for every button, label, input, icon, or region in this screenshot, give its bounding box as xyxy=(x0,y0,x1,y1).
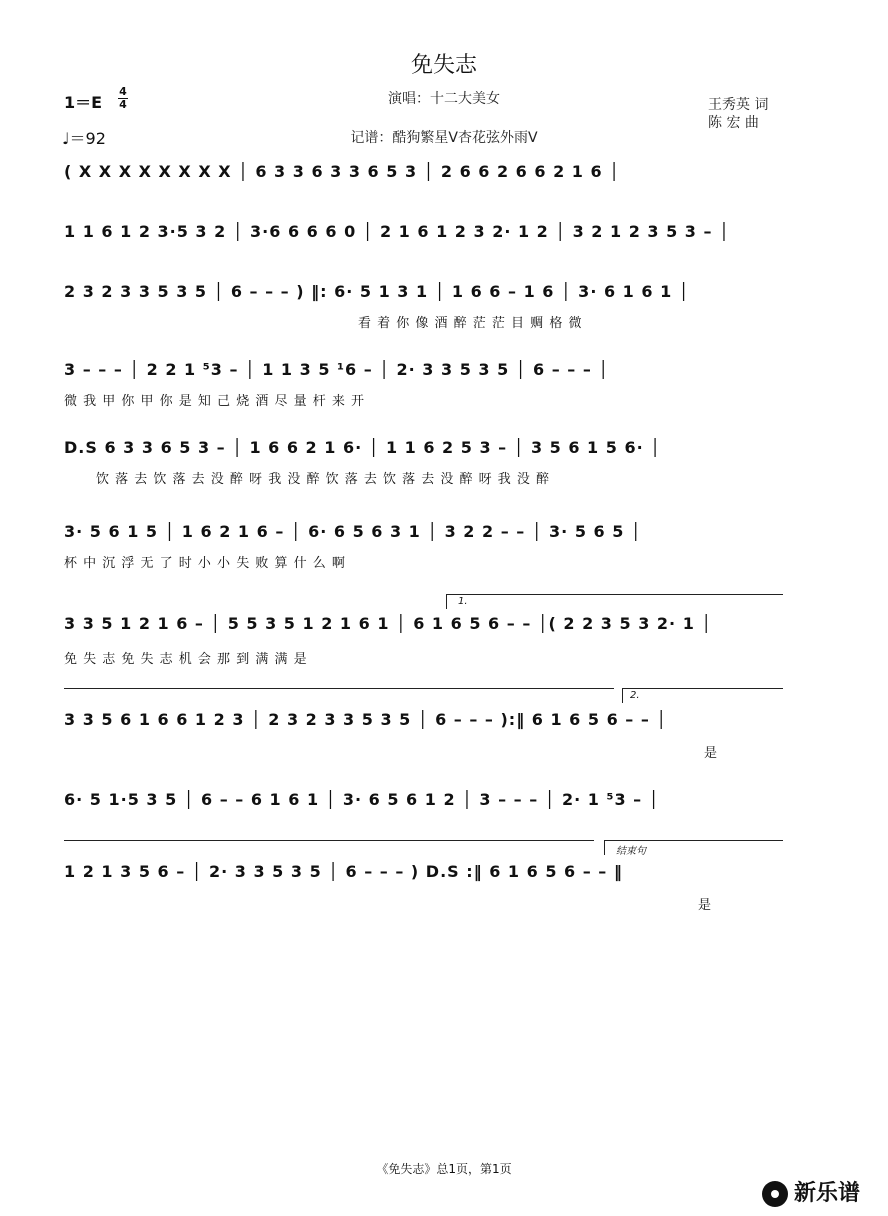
score-row-5-notes: D.S 6 3 3 6 5 3 – │ 1 6 6 2 1 6· │ 1 1 6 2 5 3 – │ 3 5 6 1 5 6· │ xyxy=(64,438,661,457)
transcriber-credit: 记谱：酷狗繁星V杏花弦外雨V xyxy=(350,130,538,146)
score-row-8-lyrics: 是 xyxy=(704,746,719,761)
composer-credit: 陈 宏 曲 xyxy=(708,115,759,131)
score-row-4-notes: 3 – – – │ 2 2 1 ⁵3 – │ 1 1 3 5 ¹6 – │ 2· 3 3 5 3 5 │ 6 – – – │ xyxy=(64,360,610,379)
song-title: 免失志 xyxy=(410,53,477,78)
score-row-5-lyrics: 饮 落 去 饮 落 去 没 醉 呀 我 没 醉 饮 落 去 饮 落 去 没 醉 呀 我 没 醉 xyxy=(96,472,551,487)
key-signature: 1＝E xyxy=(64,93,103,112)
score-row-7-notes: 3 3 5 1 2 1 6 – │ 5 5 3 5 1 2 1 6 1 │ 6 1 6 5 6 – – │( 2 2 3 5 3 2· 1 │ xyxy=(64,614,713,633)
volta-bracket-1-continued xyxy=(64,688,614,703)
volta-1-label: 1. xyxy=(458,596,468,607)
site-logo xyxy=(762,1176,860,1207)
score-row-1-notes: ( X X X X X X X X │ 6 3 3 6 3 3 6 5 3 │ 2 6 6 2 6 6 2 1 6 │ xyxy=(64,162,620,181)
volta-2-label: 2. xyxy=(630,690,640,701)
score-row-9-notes: 6· 5 1·5 3 5 │ 6 – – 6 1 6 1 │ 3· 6 5 6 1 2 │ 3 – – – │ 2· 1 ⁵3 – │ xyxy=(64,790,660,809)
page-footer: 《免失志》总1页，第1页 xyxy=(376,1162,512,1176)
score-row-6-lyrics: 杯 中 沉 浮 无 了 时 小 小 失 败 算 什 么 啊 xyxy=(64,556,346,571)
score-row-8-notes: 3 3 5 6 1 6 6 1 2 3 │ 2 3 2 3 3 5 3 5 │ 6 – – – ):‖ 6 1 6 5 6 – – │ xyxy=(64,710,668,729)
ending-label: 结束句 xyxy=(616,846,646,857)
volta-bracket-1 xyxy=(446,594,783,609)
score-row-4-lyrics: 微 我 甲 你 甲 你 是 知 己 烧 酒 尽 量 杆 来 开 xyxy=(64,394,365,409)
score-row-7-lyrics: 免 失 志 免 失 志 机 会 那 到 满 满 是 xyxy=(64,652,308,667)
singer-credit: 演唱：十二大美女 xyxy=(388,91,500,107)
score-row-2-notes: 1 1 6 1 2 3·5 3 2 │ 3·6 6 6 6 0 │ 2 1 6 1 2 3 2· 1 2 │ 3 2 1 2 3 5 3 – │ xyxy=(64,222,730,241)
lyricist-credit: 王秀英 词 xyxy=(708,97,769,113)
logo-text: 新乐谱 xyxy=(794,1181,861,1206)
time-signature: 4 4 xyxy=(119,85,127,111)
record-disc-icon xyxy=(762,1181,788,1207)
score-row-6-notes: 3· 5 6 1 5 │ 1 6 2 1 6 – │ 6· 6 5 6 3 1 │ 3 2 2 – – │ 3· 5 6 5 │ xyxy=(64,522,642,541)
volta-bracket-2-continued xyxy=(64,840,594,855)
volta-bracket-2 xyxy=(622,688,783,703)
score-row-3-notes: 2 3 2 3 3 5 3 5 │ 6 – – – ) ‖: 6· 5 1 3 1 │ 1 6 6 – 1 6 │ 3· 6 1 6 1 │ xyxy=(64,282,690,301)
score-row-10-notes: 1 2 1 3 5 6 – │ 2· 3 3 5 3 5 │ 6 – – – ) D.S :‖ 6 1 6 5 6 – – ‖ xyxy=(64,862,623,881)
score-row-10-lyrics: 是 xyxy=(698,898,713,913)
score-row-3-lyrics: 看 着 你 像 酒 醉 茫 茫 目 赒 格 微 xyxy=(358,316,583,331)
tempo-mark: ♩＝92 xyxy=(62,129,106,148)
